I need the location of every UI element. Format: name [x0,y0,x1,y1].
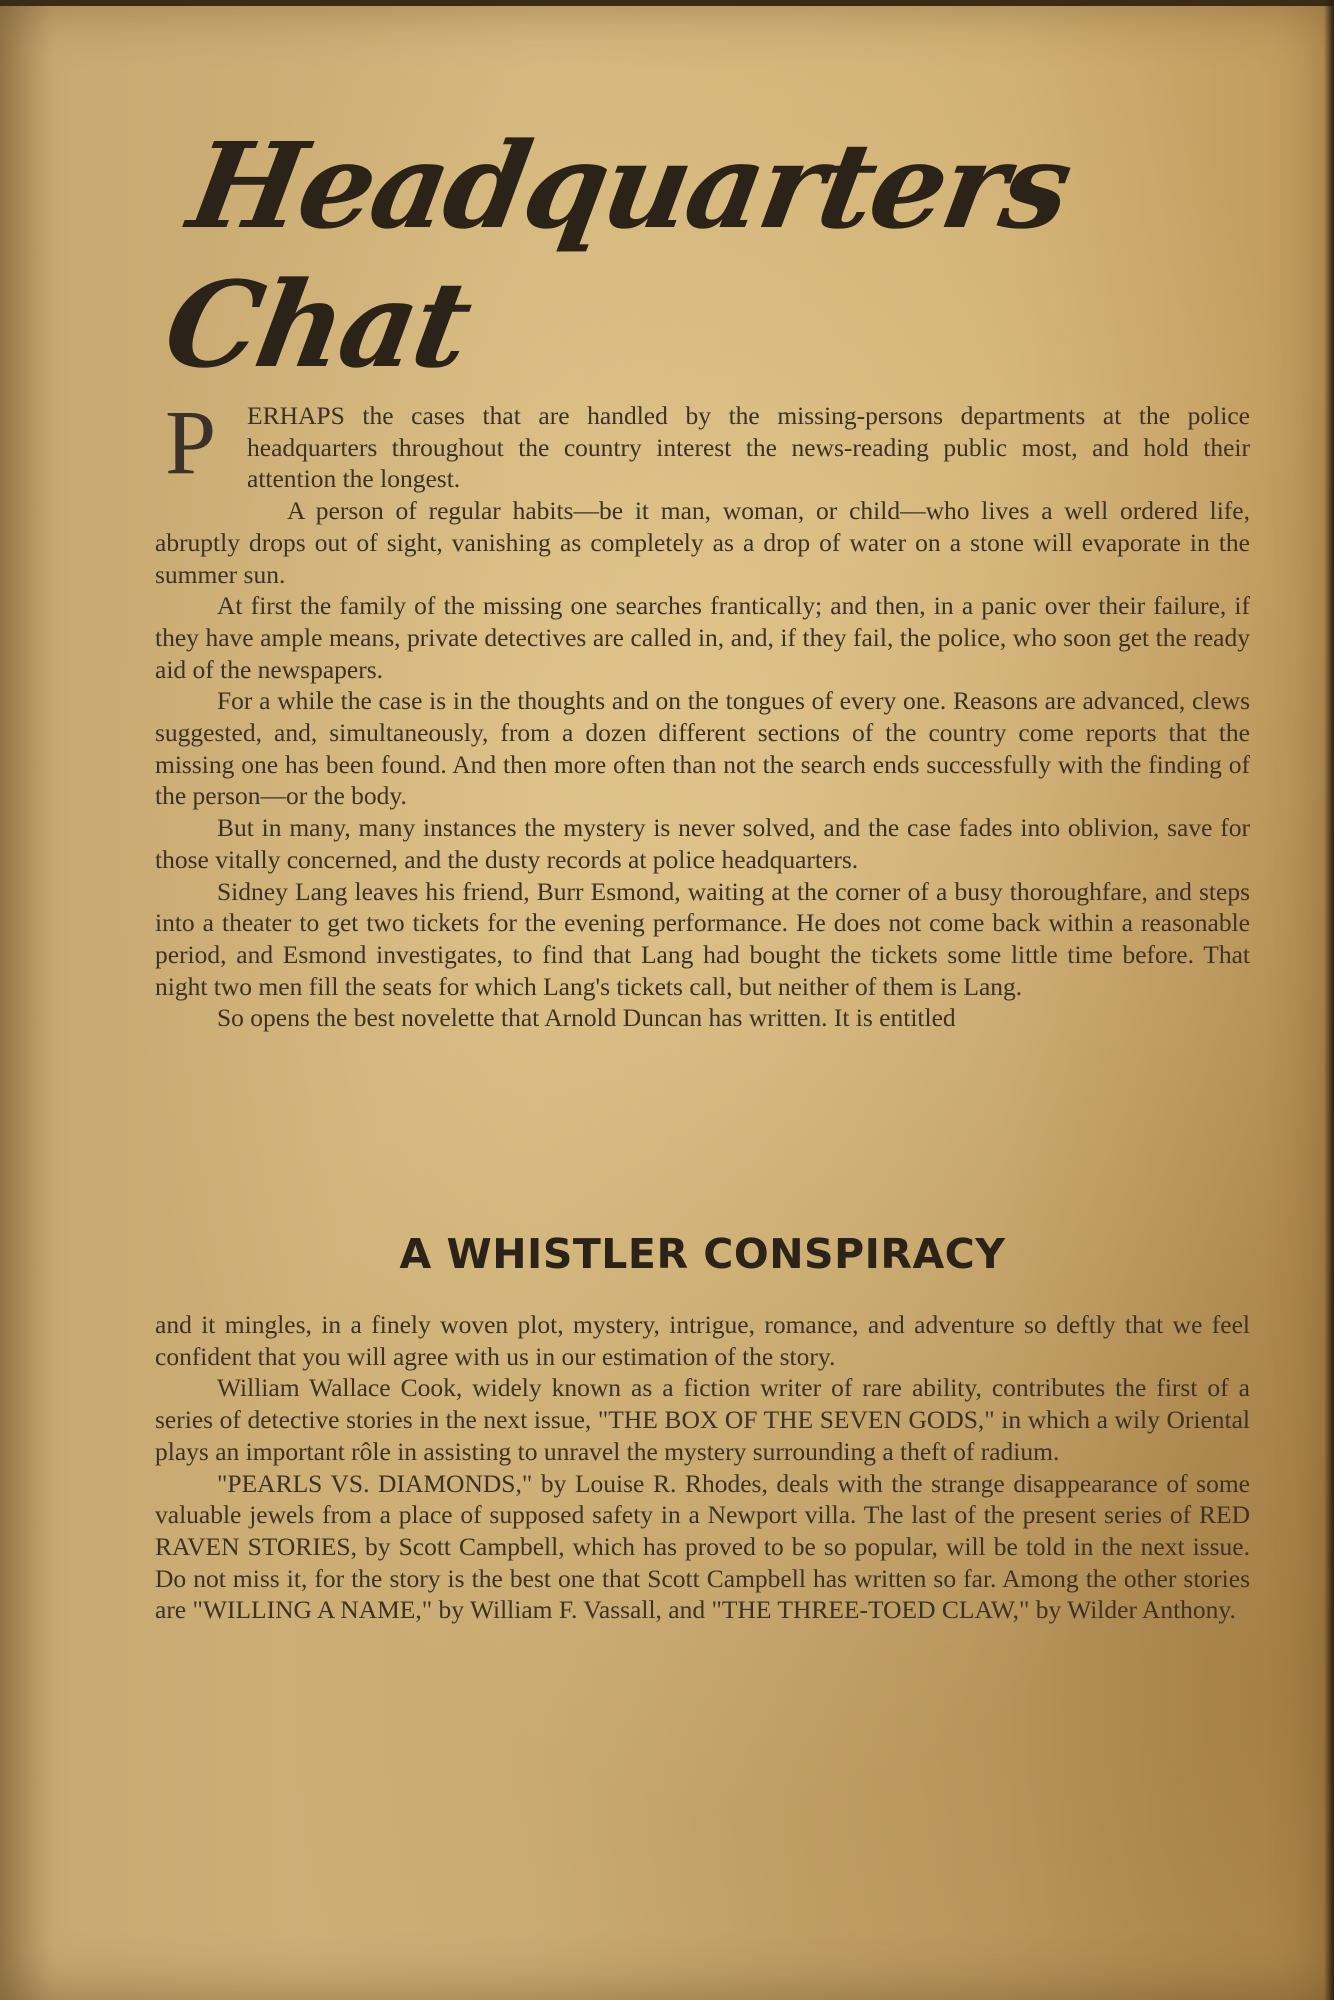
paragraph: William Wallace Cook, widely known as a fiction writer of rare ability, contributes the first of a series of detective stories in the next issue, "THE BOX OF THE SEVEN GODS," in which a wily Oriental plays an important rôle in assisting to unravel the mystery surrounding a theft of radium. [155,1373,1250,1466]
paragraph: But in many, many instances the mystery is never solved, and the case fades into oblivion, save for those vitally concerned, and the dusty records at police headquarters. [155,813,1250,874]
intro-text: ERHAPS the cases that are handled by the missing-persons departments at the police headquarters throughout the country interest the news-reading public most, and hold their attention the longest. [247,401,1250,494]
article-body [155,391,1250,1034]
paragraph: Sidney Lang leaves his friend, Burr Esmond, waiting at the corner of a busy thoroughfare, and steps into a theater to get two tickets for the evening performance. He does not come back within a reasonable period, and Esmond investigates, to find that Lang had bought the tickets some little time before. That night two men fill the seats for which Lang's tickets call, but neither of them is Lang. [155,876,1250,1001]
page-top-edge [0,0,1334,6]
paragraph: "PEARLS VS. DIAMONDS," by Louise R. Rhodes, deals with the strange disappearance of some valuable jewels from a place of supposed safety in a Newport villa. The last of the present series of RED RAVEN STORIES, by Scott Campbell, which has proved to be so popular, will be told in the next issue. Do not miss it, for the story is the best one that Scott Campbell has written so far. Among the other stories are "WILLING A NAME," by William F. Vassall, and "THE THREE-TOED CLAW," by Wilder Anthony. [155,1468,1250,1625]
page-right-edge [1324,0,1334,2000]
page-title: Headquarters Chat [155,116,1080,394]
paragraph: For a while the case is in the thoughts and on the tongues of every one. Reasons are advanced, clews suggested, and, simultaneously, from a dozen different sections of the country come reports that the missing one has been found. And then more often than not the search ends successfully with the finding of the person—or the body. [155,686,1250,811]
drop-cap: P [165,391,217,493]
article-body-continued [155,1309,1250,1626]
intro-paragraph [165,391,1250,495]
paragraph: So opens the best novelette that Arnold Duncan has written. It is entitled [217,1003,956,1033]
paragraph: At first the family of the missing one searches frantically; and then, in a panic over their failure, if they have ample means, private detectives are called in, and, if they fail, the police, who soon get the ready aid of the newspapers. [155,591,1250,684]
paragraph: A person of regular habits—be it man, woman, or child—who lives a well ordered life, abruptly drops out of sight, vanishing as completely as a drop of water on a stone will evaporate in the summer sun. [155,496,1250,589]
paragraph: and it mingles, in a finely woven plot, mystery, intrigue, romance, and adventure so deftly that we feel confident that you will agree with us in our estimation of the story. [155,1310,1250,1371]
story-heading: A WHISTLER CONSPIRACY [399,1230,1006,1278]
